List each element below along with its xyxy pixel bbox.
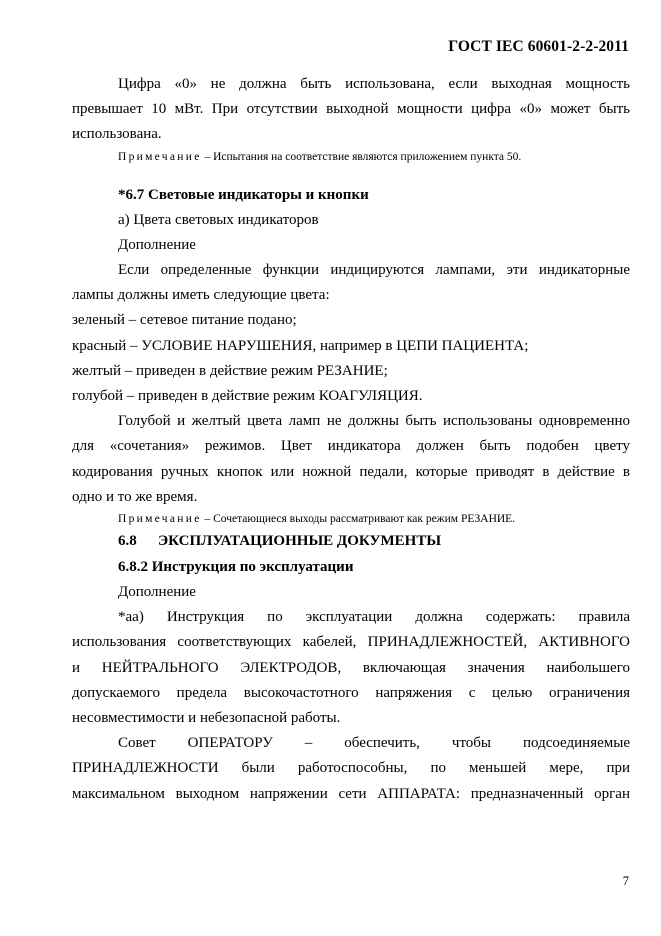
section-6-7-heading: *6.7 Световые индикаторы и кнопки (118, 186, 369, 203)
note-text: – Сочетающиеся выходы рассматривают как режим РЕЗАНИЕ. (201, 513, 516, 526)
paragraph-line: допускаемого предела высокочастотного напряжения с целью ограничения (72, 684, 630, 701)
paragraph-line: Голубой и желтый цвета ламп не должны быть использованы одновременно (118, 413, 630, 430)
page-header-standard-code: ГОСТ IEC 60601-2-2-2011 (448, 38, 629, 55)
paragraph-line: и НЕЙТРАЛЬНОГО ЭЛЕКТРОДОВ, включающая значения наибольшего (72, 659, 630, 676)
section-6-8-heading (72, 528, 630, 554)
paragraph-line: лампы должны иметь следующие цвета: (72, 287, 330, 304)
section-title: ЭКСПЛУАТАЦИОННЫЕ ДОКУМЕНТЫ (158, 533, 442, 550)
paragraph-line: ПРИНАДЛЕЖНОСТИ были работоспособны, по меньшей мере, при (72, 760, 630, 777)
note-text: – Испытания на соответствие являются приложением пункта 50. (201, 150, 522, 163)
paragraph-line: Если определенные функции индицируются лампами, эти индикаторные (118, 262, 630, 279)
paragraph-line: кодирования ручных кнопок или ножной педали, которые приводят в действие в (72, 463, 630, 480)
color-green-item: зеленый – сетевое питание подано; (72, 312, 297, 329)
paragraph-line: несовместимости и небезопасной работы. (72, 710, 341, 727)
page-number: 7 (622, 874, 629, 888)
paragraph-line: Цифра «0» не должна быть использована, если выходная мощность (118, 76, 630, 92)
note-2 (72, 510, 630, 528)
color-red-item: красный – УСЛОВИЕ НАРУШЕНИЯ, например в ЦЕПИ ПАЦИЕНТА; (72, 337, 529, 354)
paragraph-line: одно и то же время. (72, 488, 198, 505)
paragraph-line: превышает 10 мВт. При отсутствии выходной мощности цифра «0» может быть (72, 101, 630, 118)
subsection-a: а) Цвета световых индикаторов (118, 211, 319, 228)
paragraph-line: *аа) Инструкция по эксплуатации должна содержать: правила (118, 609, 630, 626)
paragraph-line: использования соответствующих кабелей, ПРИНАДЛЕЖНОСТЕЙ, АКТИВНОГО (72, 634, 630, 651)
paragraph-line: использована. (72, 126, 162, 143)
note-label: Примечание (118, 150, 202, 163)
addition-label: Дополнение (118, 236, 196, 253)
paragraph-line: для «сочетания» режимов. Цвет индикатора должен быть подобен цвету (72, 438, 630, 455)
color-yellow-item: желтый – приведен в действие режим РЕЗАНИЕ; (72, 362, 388, 379)
color-blue-item: голубой – приведен в действие режим КОАГУЛЯЦИЯ. (72, 388, 423, 405)
section-6-8-2-heading: 6.8.2 Инструкция по эксплуатации (118, 559, 354, 576)
paragraph-line: Совет ОПЕРАТОРУ – обеспечить, чтобы подсоединяемые (118, 735, 630, 752)
note-label: Примечание (118, 513, 202, 526)
section-number: 6.8 (118, 533, 137, 550)
spacer (72, 166, 630, 182)
page-body (72, 72, 630, 807)
addition-label: Дополнение (118, 584, 196, 601)
paragraph-line: максимальном выходном напряжении сети АППАРАТА: предназначенный орган (72, 785, 630, 802)
note-1 (72, 148, 630, 166)
